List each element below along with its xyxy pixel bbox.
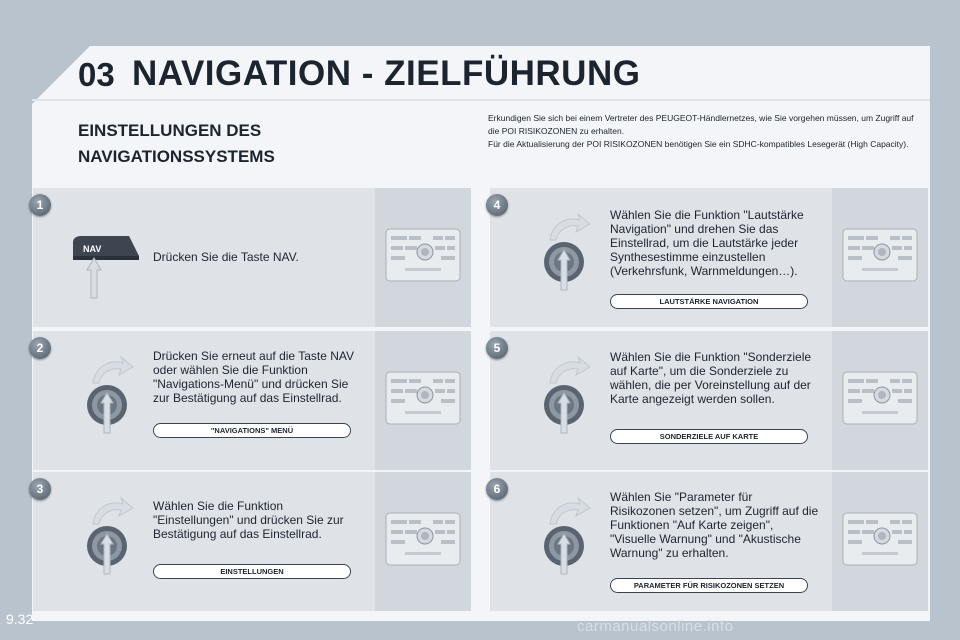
radio-unit-icon — [385, 371, 461, 425]
radio-unit-icon — [842, 371, 918, 425]
section-title: EINSTELLUNGEN DES NAVIGATIONSSYSTEMS — [78, 121, 275, 166]
step-number-badge: 4 — [486, 194, 508, 216]
title-divider — [32, 99, 930, 101]
step-instruction: Drücken Sie erneut auf die Taste NAV oder wählen Sie die Funktion "Navigations-Menü" und drücken Sie zur Bestätigung auf das Einstellrad. — [153, 349, 354, 405]
step-number-badge: 6 — [486, 478, 508, 500]
page-title: NAVIGATION - ZIELFÜHRUNG — [132, 54, 641, 93]
menu-label: LAUTSTÄRKE NAVIGATION — [610, 294, 808, 309]
svg-text:NAV: NAV — [83, 244, 102, 254]
nav-button-icon — [69, 212, 149, 307]
page-number: 9.32 — [6, 611, 34, 627]
rotary-knob-icon — [536, 347, 596, 442]
radio-unit-icon — [385, 228, 461, 282]
step-panel-2 — [33, 331, 471, 470]
watermark: carmanualsonline.info — [577, 618, 734, 635]
step-instruction: Drücken Sie die Taste NAV. — [153, 250, 299, 264]
step-instruction: Wählen Sie die Funktion "Sonderziele auf Karte", um die Sonderziele zu wählen, die per Voreinstellung auf der Karte angezeigt werden sollen. — [610, 350, 812, 406]
menu-label: "NAVIGATIONS" MENÜ — [153, 423, 351, 438]
radio-unit-icon — [385, 512, 461, 566]
rotary-knob-icon — [79, 488, 139, 583]
menu-label: EINSTELLUNGEN — [153, 564, 351, 579]
rotary-knob-icon — [79, 347, 139, 442]
intro-paragraph-1: Erkundigen Sie sich bei einem Vertreter des PEUGEOT-Händlernetzes, wie Sie vorgehen müssen, um Zugriff auf die POI RISIKOZONEN zu erhalten. — [488, 113, 914, 136]
step-panel-4 — [490, 188, 928, 327]
rotary-knob-icon — [536, 204, 596, 299]
step-panel-3 — [33, 472, 471, 611]
intro-paragraph-2: Für die Aktualisierung der POI RISIKOZONEN benötigen Sie ein SDHC-kompatibles Lesegerät (High Capacity). — [488, 139, 909, 149]
step-number-badge: 3 — [29, 478, 51, 500]
step-number-badge: 2 — [29, 337, 51, 359]
step-number-badge: 5 — [486, 337, 508, 359]
intro-note — [488, 112, 918, 151]
rotary-knob-icon — [536, 488, 596, 583]
step-panel-1 — [33, 188, 471, 327]
radio-unit-icon — [842, 228, 918, 282]
step-instruction: Wählen Sie die Funktion "Einstellungen" und drücken Sie zur Bestätigung auf das Einstellrad. — [153, 499, 344, 541]
step-instruction: Wählen Sie "Parameter für Risikozonen setzen", um Zugriff auf die Funktionen "Auf Karte zeigen", "Visuelle Warnung" und "Akustische Warnung" zu erhalten. — [610, 490, 819, 560]
step-panel-6 — [490, 472, 928, 611]
menu-label: SONDERZIELE AUF KARTE — [610, 429, 808, 444]
radio-unit-icon — [842, 512, 918, 566]
step-panel-5 — [490, 331, 928, 470]
menu-label: PARAMETER FÜR RISIKOZONEN SETZEN — [610, 578, 808, 593]
step-instruction: Wählen Sie die Funktion "Lautstärke Navigation" und drehen Sie das Einstellrad, um die Lautstärke jeder Synthesestimme einzustellen (Verkehrsfunk, Warnmeldungen…). — [610, 208, 804, 278]
step-number-badge: 1 — [29, 194, 51, 216]
chapter-number: 03 — [78, 56, 115, 93]
